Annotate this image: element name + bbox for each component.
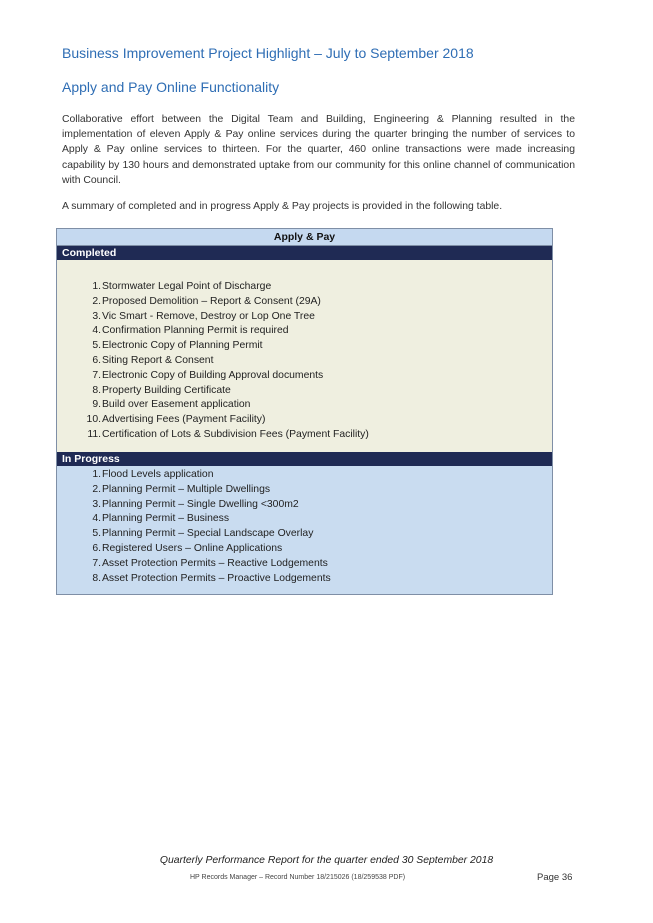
item-text: Siting Report & Consent: [102, 354, 214, 366]
item-number: 5.: [92, 340, 101, 352]
item-number: 6.: [92, 542, 101, 554]
item-number: 10.: [86, 414, 101, 426]
item-number: 2.: [92, 295, 101, 307]
item-number: 8.: [92, 572, 101, 584]
item-number: 7.: [92, 369, 101, 381]
list-item: [57, 310, 552, 325]
list-item: [57, 483, 552, 498]
section-heading: Apply and Pay Online Functionality: [62, 79, 280, 95]
list-item: [57, 369, 552, 384]
list-item: [57, 339, 552, 354]
list-item: [57, 384, 552, 399]
list-item: [57, 557, 552, 572]
list-item: [57, 295, 552, 310]
completed-heading: Completed: [57, 246, 552, 260]
item-text: Asset Protection Permits – Reactive Lodgements: [102, 557, 328, 569]
list-item: [57, 413, 552, 428]
item-number: 1.: [92, 281, 101, 292]
item-number: 2.: [92, 483, 101, 495]
item-text: Planning Permit – Business: [102, 513, 230, 525]
item-text: Confirmation Planning Permit is required: [102, 325, 289, 337]
item-number: 9.: [92, 399, 101, 411]
footer-report-title: Quarterly Performance Report for the quarter ended 30 September 2018: [159, 855, 494, 866]
item-text: Planning Permit – Single Dwelling <300m2: [102, 498, 299, 510]
list-item: [57, 512, 552, 527]
item-text: Registered Users – Online Applications: [102, 542, 283, 554]
item-text: Property Building Certificate: [102, 384, 231, 396]
item-text: Flood Levels application: [102, 469, 214, 480]
list-item: [57, 324, 552, 339]
list-item: [57, 498, 552, 513]
item-text: Advertising Fees (Payment Facility): [102, 414, 266, 426]
item-text: Vic Smart - Remove, Destroy or Lop One Tree: [102, 310, 315, 322]
item-number: 11.: [87, 428, 101, 440]
list-item: [57, 572, 552, 587]
in-progress-section: [57, 466, 552, 594]
item-number: 4.: [92, 513, 101, 525]
item-text: Proposed Demolition – Report & Consent (29A): [102, 295, 321, 307]
in-progress-heading: In Progress: [57, 452, 552, 466]
item-text: Electronic Copy of Planning Permit: [102, 340, 263, 352]
item-number: 6.: [92, 354, 101, 366]
item-number: 4.: [92, 325, 101, 337]
list-item: [57, 468, 552, 483]
item-text: Planning Permit – Multiple Dwellings: [102, 483, 271, 495]
item-text: Certification of Lots & Subdivision Fees (Payment Facility): [102, 428, 369, 440]
item-text: Planning Permit – Special Landscape Overlay: [102, 528, 314, 540]
item-number: 5.: [92, 528, 101, 540]
item-number: 8.: [92, 384, 101, 396]
list-item: [57, 428, 552, 443]
table-title: Apply & Pay: [57, 229, 552, 246]
page-number: Page 36: [537, 872, 573, 883]
list-item: [57, 398, 552, 413]
completed-section: [57, 260, 552, 452]
list-item: [57, 527, 552, 542]
list-item: [57, 354, 552, 369]
footer-record-number: HP Records Manager – Record Number 18/215026 (18/259538 PDF): [190, 874, 406, 881]
page-heading: Business Improvement Project Highlight – July to September 2018: [62, 45, 474, 61]
list-item: [57, 542, 552, 557]
item-number: 1.: [92, 469, 101, 480]
item-text: Electronic Copy of Building Approval documents: [102, 369, 324, 381]
item-text: Asset Protection Permits – Proactive Lodgements: [102, 572, 331, 584]
list-item: [57, 280, 552, 295]
in-progress-list: [57, 468, 552, 586]
completed-list: [57, 280, 552, 443]
item-number: 7.: [92, 557, 101, 569]
item-number: 3.: [92, 498, 101, 510]
apply-pay-table: [56, 228, 553, 595]
summary-sentence: A summary of completed and in progress Apply & Pay projects is provided in the following table.: [62, 201, 503, 212]
body-paragraph: Collaborative effort between the Digital Team and Building, Engineering & Planning resulted in the implementation of eleven Apply & Pay online services during the quarter bringing the number of services to Apply & Pay online services to thirteen. For the quarter, 460 online transactions were made increasing capability by 130 hours and demonstrated uptake from our community for this online channel of communication with Council.: [62, 114, 575, 186]
item-number: 3.: [92, 310, 101, 322]
item-text: Build over Easement application: [102, 399, 251, 411]
item-text: Stormwater Legal Point of Discharge: [102, 281, 272, 292]
